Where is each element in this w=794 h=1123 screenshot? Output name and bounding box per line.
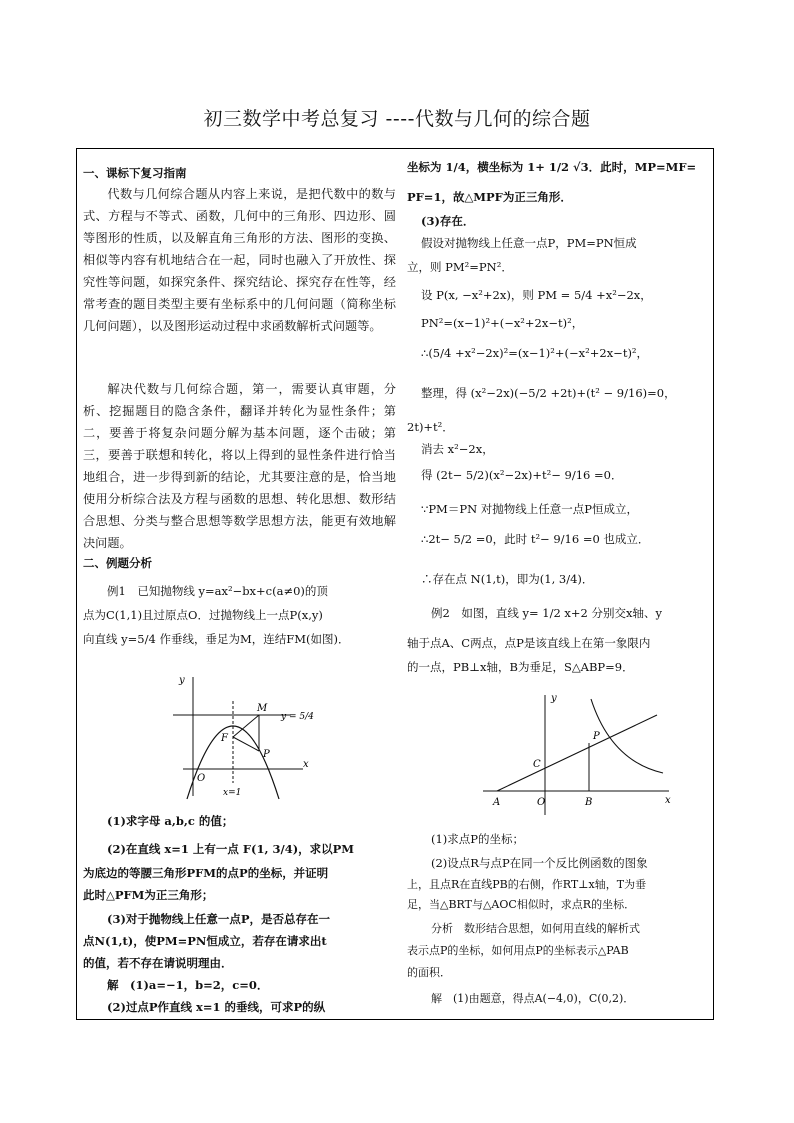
point-label-a: A — [493, 797, 501, 808]
example-text: 的一点，PB⊥x轴，B为垂足，S△ABP=9． — [407, 660, 634, 674]
question: (2)设点R与点P在同一个反比例函数的图象 — [431, 856, 648, 870]
analysis: 表示点P的坐标，如何用点P的坐标表示△PAB — [407, 944, 629, 957]
solution: 解 (1)由题意，得点A(−4,0)，C(0,2)． — [431, 992, 635, 1005]
example-text: 例1 已知抛物线 y=ax²−bx+c(a≠0)的顶 — [107, 584, 328, 598]
question: 为底边的等腰三角形PFM的点P的坐标，并证明 — [83, 866, 329, 880]
analysis: 分析 数形结合思想，如何用直线的解析式 — [431, 922, 640, 935]
page-title: 初三数学中考总复习 ----代数与几何的综合题 — [203, 108, 591, 130]
section-heading: 二、例题分析 — [83, 556, 152, 570]
point-label-f: F — [221, 733, 228, 744]
point-label-c: C — [533, 759, 541, 770]
solution-text: ∴2t− 5/2 =0，此时 t²− 9/16 =0 也成立． — [421, 532, 650, 546]
example-text: 轴于点A、C两点，点P是该直线上在第一象限内 — [407, 636, 651, 650]
axis-label-x: x — [303, 759, 309, 770]
solution-text: 设 P(x, −x²+2x)，则 PM = 5/4 +x²−2x， — [421, 288, 652, 302]
paragraph: 代数与几何综合题从内容上来说，是把代数中的数与式、方程与不等式、函数，几何中的三角形、四边形、圆等图形的性质，以及解直角三角形的方法、图形的变换、相似等内容有机地结合在一起，同时也融入了开放性、探究性等问题，如探究条件、探究结论、探究存在性等，经常考查的题目类型主要有坐标系中的几何问题（简称坐标几何问题），以及图形运动过程中求函数解析式问题等。 — [83, 187, 396, 333]
right-column — [407, 149, 709, 1017]
question: 的值，若不存在请说明理由． — [83, 956, 233, 970]
solution-text: ∵PM＝PN 对抛物线上任意一点P恒成立， — [421, 502, 639, 516]
question: (1)求点P的坐标； — [431, 832, 525, 846]
solution-text: 整理，得 (x²−2x)(−5/2 +2t)+(t² − 9/16)=0， — [421, 386, 676, 400]
line-label-x1: x=1 — [223, 788, 242, 798]
solution-text: 消去 x²−2x， — [421, 442, 494, 456]
solution-text: PF=1，故△MPF为正三角形． — [407, 190, 572, 204]
solution-text: 2t)+t²． — [407, 420, 454, 434]
origin-label: O — [537, 797, 546, 808]
point-label-m: M — [257, 703, 268, 714]
paragraph: 解决代数与几何综合题，第一，需要认真审题，分析、挖掘题目的隐含条件，翻译并转化为显性条件；第二，要善于将复杂问题分解为基本问题，逐个击破；第三，要善于联想和转化，将以上得到的显性条件进行恰当地组合，进一步得到新的结论，尤其要注意的是，恰当地使用分析综合法及方程与函数的思想、转化思想、数形结合思想、分类与整合思想等数学思想方法，能更有效地解决问题。 — [83, 382, 396, 550]
solution: 解 (1)a=−1，b=2，c=0． — [107, 978, 269, 992]
example-text: 例2 如图，直线 y= 1/2 x+2 分别交x轴、y — [431, 606, 662, 620]
solution-text: 坐标为 1/4，横坐标为 1+ 1/2 √3．此时，MP=MF= — [407, 160, 697, 174]
question: 足，当△BRT与△AOC相似时，求点R的坐标． — [407, 898, 636, 911]
solution-text: 得 (2t− 5/2)(x²−2x)+t²− 9/16 =0． — [421, 468, 623, 482]
example-text: 向直线 y=5/4 作垂线，垂足为M，连结FM(如图)． — [83, 632, 350, 646]
question: 点N(1,t)，使PM=PN恒成立，若存在请求出t — [83, 934, 327, 948]
axis-label-x: x — [665, 795, 671, 806]
question: 上，且点R在直线PB的右侧，作RT⊥x轴，T为垂 — [407, 878, 647, 891]
question: (1)求字母 a,b,c 的值； — [107, 814, 234, 828]
solution: (2)过点P作直线 x=1 的垂线，可求P的纵 — [107, 1000, 326, 1014]
analysis: 的面积． — [407, 966, 451, 979]
point-label-b: B — [585, 797, 593, 808]
solution-text: ∴(5/4 +x²−2x)²=(x−1)²+(−x²+2x−t)²， — [421, 346, 649, 360]
content-frame — [76, 148, 714, 1020]
line-label: y = 5/4 — [281, 712, 314, 722]
parabola-figure — [163, 671, 323, 801]
solution-text: 假设对抛物线上任意一点P，PM=PN恒成 — [421, 236, 637, 250]
section-heading: 一、课标下复习指南 — [83, 166, 187, 180]
question: (2)在直线 x=1 上有一点 F(1, 3/4)，求以PM — [107, 842, 355, 856]
left-column — [83, 149, 396, 1017]
solution-text: PN²=(x−1)²+(−x²+2x−t)²， — [421, 316, 584, 330]
question: (3)对于抛物线上任意一点P，是否总存在一 — [107, 912, 331, 926]
solution-text: 立，则 PM²=PN²． — [407, 260, 513, 274]
solution-text: (3)存在． — [421, 214, 475, 228]
question: 此时△PFM为正三角形； — [83, 888, 214, 902]
solution-text: ∴存在点 N(1,t)，即为(1, 3/4)． — [421, 572, 594, 586]
point-label-p: P — [593, 731, 600, 742]
axis-label-y: y — [551, 693, 557, 704]
point-label-p: P — [263, 749, 270, 760]
line-hyperbola-figure — [477, 691, 677, 819]
example-text: 点为C(1,1)且过原点O．过抛物线上一点P(x,y) — [83, 608, 323, 622]
origin-label: O — [197, 773, 206, 784]
axis-label-y: y — [179, 675, 185, 686]
